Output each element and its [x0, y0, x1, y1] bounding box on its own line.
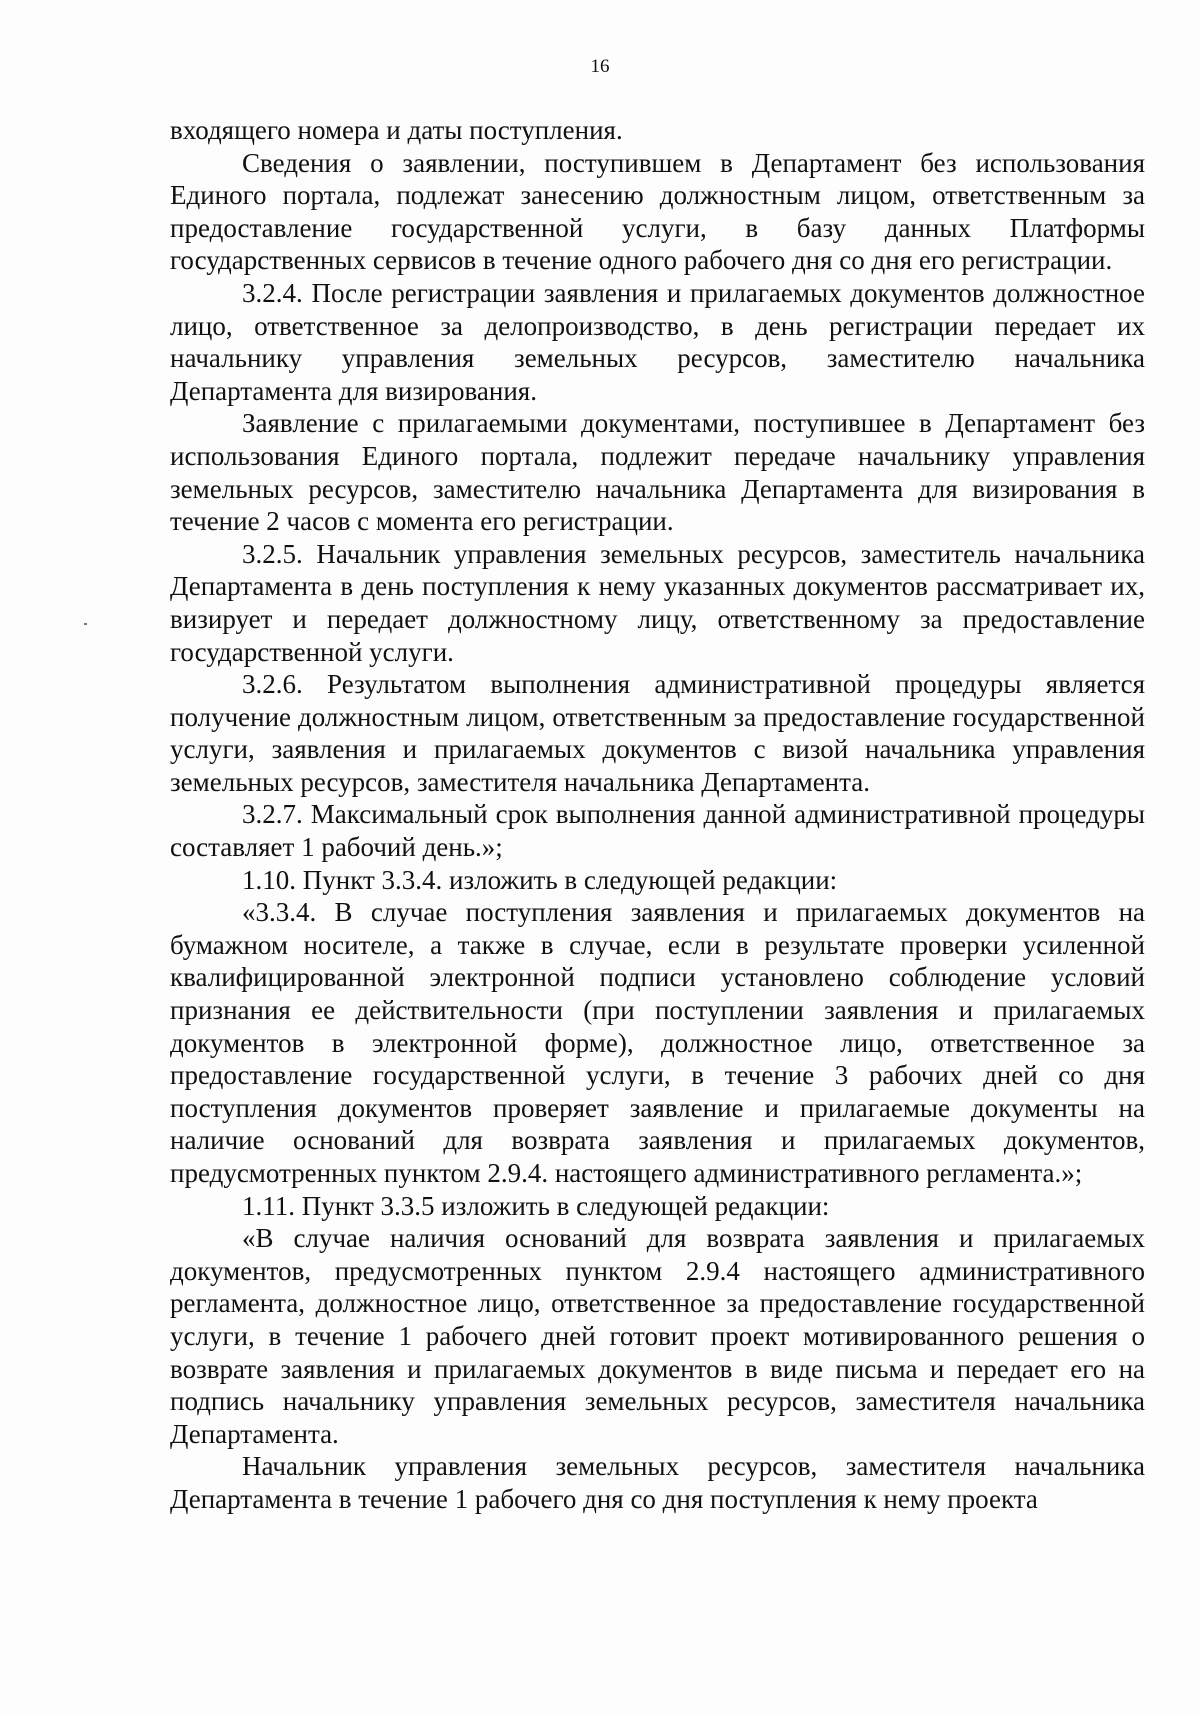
paragraph: Сведения о заявлении, поступившем в Департамент без использования Единого портала, подлежат занесению должностным лицом, ответственным за предоставление государственной услуги, в базу данных Платформы государственных сервисов в течение одного рабочего дня со дня его регистрации. — [170, 147, 1145, 276]
document-body — [170, 114, 1145, 1516]
paragraph: 3.2.5. Начальник управления земельных ресурсов, заместитель начальника Департамента в день поступления к нему указанных документов рассматривает их, визирует и передает должностному лицу, ответственному за предоставление государственной услуги. — [170, 538, 1145, 667]
paragraph: 3.2.7. Максимальный срок выполнения данной административной процедуры составляет 1 рабочий день.»; — [170, 799, 1145, 863]
paragraph: 3.2.4. После регистрации заявления и прилагаемых документов должностное лицо, ответственное за делопроизводство, в день регистрации передает их начальнику управления земельных ресурсов, заместителю начальника Департамента для визирования. — [170, 277, 1145, 406]
scan-speck — [84, 623, 87, 625]
paragraph: 1.11. Пункт 3.3.5 изложить в следующей редакции: — [242, 1190, 830, 1221]
paragraph: 1.10. Пункт 3.3.4. изложить в следующей редакции: — [242, 864, 838, 895]
paragraph: Начальник управления земельных ресурсов, заместителя начальника Департамента в течение 1 рабочего дня со дня поступления к нему проекта — [170, 1451, 1145, 1514]
page-number: 16 — [590, 56, 610, 77]
paragraph: входящего номера и даты поступления. — [170, 115, 623, 145]
paragraph: 3.2.6. Результатом выполнения административной процедуры является получение должностным лицом, ответственным за предоставление государственной услуги, заявления и прилагаемых документов с визой начальника управления земельных ресурсов, заместителя начальника Департамента. — [170, 669, 1145, 797]
paragraph: «3.3.4. В случае поступления заявления и прилагаемых документов на бумажном носителе, а также в случае, если в результате проверки усиленной квалифицированной электронной подписи установлено соблюдение условий признания ее действительности (при поступлении заявления и прилагаемых документов в электронной форме), должностное лицо, ответственное за предоставление государственной услуги, в течение 3 рабочих дней со дня поступления документов проверяет заявление и прилагаемые документы на наличие оснований для возврата заявления и прилагаемых документов, предусмотренных пунктом 2.9.4. настоящего административного регламента.»; — [170, 897, 1145, 1188]
paragraph: «В случае наличия оснований для возврата заявления и прилагаемых документов, предусмотренных пунктом 2.9.4 настоящего административного регламента, должностное лицо, ответственное за предоставление государственной услуги, в течение 1 рабочего дней готовит проект мотивированного решения о возврате заявления и прилагаемых документов в виде письма и передает его на подпись начальнику управления земельных ресурсов, заместителя начальника Департамента. — [170, 1223, 1145, 1449]
paragraph: Заявление с прилагаемыми документами, поступившее в Департамент без использования Единого портала, подлежит передаче начальнику управления земельных ресурсов, заместителю начальника Департамента для визирования в течение 2 часов с момента его регистрации. — [170, 408, 1145, 537]
